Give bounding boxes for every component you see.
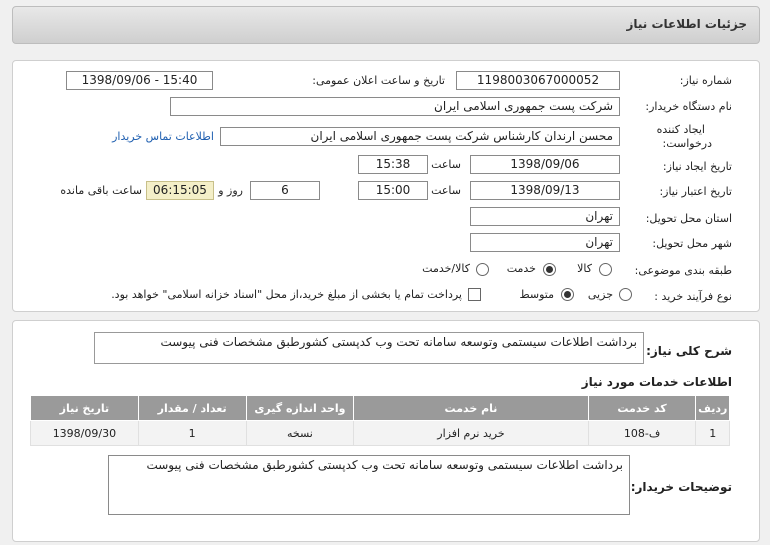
- announce-date-field: 1398/09/06 - 15:40: [66, 71, 213, 90]
- col-row-number: ردیف: [696, 396, 730, 421]
- summary-text: برداشت اطلاعات سیستمی وتوسعه سامانه تحت وب کدپستی کشورطبق مشخصات فنی پیوست: [94, 332, 644, 364]
- created-date-label: تاریخ ایجاد نیاز:: [662, 160, 732, 173]
- services-table-header: [31, 396, 730, 421]
- need-number-field: 1198003067000052: [456, 71, 620, 90]
- validity-time-label: ساعت: [431, 184, 461, 197]
- cell-need-date: 1398/09/30: [31, 421, 139, 446]
- remaining-label: ساعت باقی مانده: [60, 184, 142, 197]
- process-label: نوع فرآیند خرید :: [654, 290, 732, 303]
- category-goods-service-radio[interactable]: [476, 263, 489, 276]
- treasury-payment-note: پرداخت تمام یا بخشی از مبلغ خرید،از محل "اسناد خزانه اسلامی" خواهد بود.: [111, 288, 462, 301]
- cell-service-name: خرید نرم افزار: [354, 421, 588, 446]
- requester-label-line1: ایجاد کننده: [656, 123, 705, 136]
- buyer-notes-label: توضیحات خریدار:: [630, 480, 732, 494]
- table-row: [31, 421, 730, 446]
- page-title: جزئیات اطلاعات نیاز: [626, 17, 747, 31]
- process-medium-label: متوسط: [519, 288, 554, 301]
- province-field: تهران: [470, 207, 620, 226]
- treasury-payment-checkbox[interactable]: [468, 288, 481, 301]
- cell-quantity: 1: [138, 421, 246, 446]
- created-time-label: ساعت: [431, 158, 461, 171]
- process-minor-label: جزیی: [587, 288, 613, 301]
- col-need-date: تاریخ نیاز: [31, 396, 139, 421]
- category-service-radio[interactable]: [543, 263, 556, 276]
- need-number-label: شماره نیاز:: [679, 74, 732, 87]
- col-unit: واحد اندازه گیری: [246, 396, 354, 421]
- buyer-org-field: شرکت پست جمهوری اسلامی ایران: [170, 97, 620, 116]
- services-section-title: اطلاعات خدمات مورد نیاز: [581, 375, 732, 389]
- category-service-label: خدمت: [506, 262, 536, 275]
- announce-date-label: تاریخ و ساعت اعلان عمومی:: [312, 74, 445, 87]
- category-goods-radio[interactable]: [599, 263, 612, 276]
- validity-time-field: 15:00: [358, 181, 428, 200]
- days-label: روز و: [218, 184, 243, 197]
- cell-row-number: 1: [696, 421, 730, 446]
- page-header: [12, 6, 760, 44]
- category-goods-label: کالا: [577, 262, 592, 275]
- city-field: تهران: [470, 233, 620, 252]
- col-quantity: تعداد / مقدار: [138, 396, 246, 421]
- process-minor-radio[interactable]: [619, 288, 632, 301]
- buyer-notes-text: برداشت اطلاعات سیستمی وتوسعه سامانه تحت وب کدپستی کشورطبق مشخصات فنی پیوست: [108, 455, 630, 515]
- buyer-org-label: نام دستگاه خریدار:: [645, 100, 732, 113]
- category-goods-service-label: کالا/خدمت: [422, 262, 470, 275]
- city-label: شهر محل تحویل:: [652, 237, 732, 250]
- validity-date-field: 1398/09/13: [470, 181, 620, 200]
- services-table: [30, 395, 730, 446]
- validity-date-label: تاریخ اعتبار نیاز:: [659, 185, 732, 198]
- requester-label-line2: درخواست:: [662, 137, 712, 150]
- summary-label: شرح کلی نیاز:: [646, 344, 732, 358]
- requester-field: محسن ارندان کارشناس شرکت پست جمهوری اسلامی ایران: [220, 127, 620, 146]
- process-medium-radio[interactable]: [561, 288, 574, 301]
- province-label: استان محل تحویل:: [645, 212, 732, 225]
- col-service-code: کد خدمت: [588, 396, 696, 421]
- created-time-field: 15:38: [358, 155, 428, 174]
- cell-unit: نسخه: [246, 421, 354, 446]
- buyer-contact-link[interactable]: اطلاعات تماس خریدار: [112, 130, 214, 143]
- created-date-field: 1398/09/06: [470, 155, 620, 174]
- days-field: 6: [250, 181, 320, 200]
- remaining-time-field: 06:15:05: [146, 181, 214, 200]
- cell-service-code: ف-108: [588, 421, 696, 446]
- col-service-name: نام خدمت: [354, 396, 588, 421]
- category-label: طبقه بندی موضوعی:: [634, 264, 732, 277]
